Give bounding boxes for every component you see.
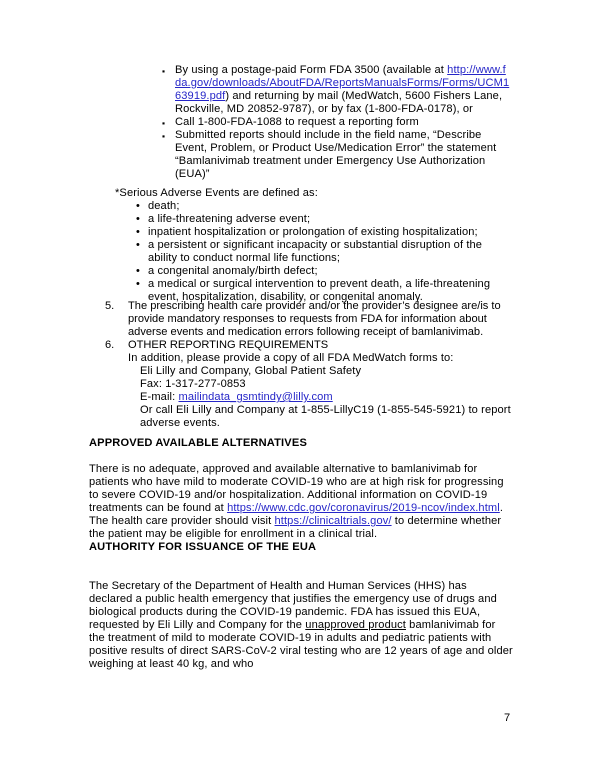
list-item [162,116,512,129]
list-item-text: a persistent or significant incapacity or substantial disruption of the ability to conduct normal life functions; [148,239,483,265]
list-number: 6. [105,339,115,351]
dot-bullet-icon: • [136,265,140,278]
heading-authority-for-issuance: AUTHORITY FOR ISSUANCE OF THE EUA [89,541,317,553]
alternatives-text-post: to determine whether the patient may be eligible for enrollment in a clinical trial. [89,515,502,541]
list-item [136,200,512,213]
list-item [136,265,512,278]
approved-alternatives-body [89,463,513,541]
email-link[interactable]: mailindata_gsmtindy@lilly.com [178,391,333,403]
alternatives-text-pre: There is no adequate, approved and available alternative to bamlanivimab for patients who have mild to moderate COVID-19 who are at high risk for progressing to severe COVID-19 and/or hospitalization. Additional information on COVID-19 treatments can be found at [89,463,504,515]
bullet-text-pre: By using a postage-paid Form FDA 3500 (available at [175,64,448,76]
list-item [136,213,512,226]
serious-adverse-events-list [136,200,512,304]
fda-form-link[interactable]: http://www.fda.gov/downloads/AboutFDA/ReportsManualsForms/Forms/UCM163919.pdf [175,64,510,103]
medwatch-forms-intro: In addition, please provide a copy of all FDA MedWatch forms to: [128,352,454,364]
list-item-text: Submitted reports should include in the field name, “Describe Event, Problem, or Product Use/Medication Error” the statement “Bamlanivimab treatment under Emergency Use Authorization (EUA)” [175,129,497,181]
authority-text-pre: The Secretary of the Department of Health and Human Services (HHS) has declared a public health emergency that justifies the emergency use of drugs and biological products during the COVID-19 pandemic. FDA has issued this EUA, requested by Eli Lilly and Company for the [89,580,497,632]
authority-text-post: bamlanivimab for the treatment of mild to moderate COVID-19 in adults and pediatric patients with positive results of direct SARS-CoV-2 viral testing who are 12 years of age and older weighing at least 40 kg, and who [89,619,513,671]
list-item-text: a congenital anomaly/birth defect; [148,265,318,278]
email-label: E-mail: [140,391,179,403]
list-item [136,239,512,265]
serious-adverse-events-intro: *Serious Adverse Events are defined as: [115,187,318,199]
list-item-text [175,64,512,116]
fax-number: Fax: 1-317-277-0853 [140,378,246,390]
square-bullet-icon: ▪ [162,118,166,129]
list-item [162,64,512,116]
dot-bullet-icon: • [136,200,140,212]
numbered-item-6 [105,339,513,352]
reporting-methods-list [162,64,512,181]
email-line [140,391,518,404]
list-number: 5. [105,300,115,312]
dot-bullet-icon: • [136,239,140,252]
bullet-text-post: ) and returning by mail (MedWatch, 5600 Fishers Lane, Rockville, MD 20852-9787), or by fax (1-800-FDA-0178), or [175,90,503,116]
list-item-text: inpatient hospitalization or prolongation of existing hospitalization; [148,226,478,239]
unapproved-product-emphasis: unapproved product [305,619,406,632]
list-item-text: death; [148,200,180,212]
other-reporting-requirements-title: OTHER REPORTING REQUIREMENTS [128,339,329,351]
clinicaltrials-link[interactable]: https://clinicaltrials.gov/ [274,515,392,528]
square-bullet-icon: ▪ [162,131,166,142]
heading-approved-available-alternatives: APPROVED AVAILABLE ALTERNATIVES [89,437,308,449]
page-number: 7 [504,712,511,724]
authority-body [89,580,513,671]
list-item [136,226,512,239]
dot-bullet-icon: • [136,278,140,291]
dot-bullet-icon: • [136,213,140,226]
list-item-text: Call 1-800-FDA-1088 to request a reporting form [175,116,419,129]
list-item-text: a life-threatening adverse event; [148,213,311,226]
square-bullet-icon: ▪ [162,66,166,76]
dot-bullet-icon: • [136,226,140,239]
phone-line-2: adverse events. [140,417,220,429]
list-item-text: The prescribing health care provider and/or the provider’s designee are/is to provide mandatory responses to requests from FDA for information about adverse events and medication errors following receipt of bamlanivimab. [128,300,501,339]
alternatives-text-mid: . The health care provider should visit [89,502,504,528]
company-name: Eli Lilly and Company, Global Patient Safety [140,365,362,377]
list-item-text: a medical or surgical intervention to prevent death, a life-threatening event, hospitalization, disability, or congenital anomaly. [148,278,491,304]
list-item [162,129,512,181]
numbered-item-5 [105,300,513,339]
cdc-coronavirus-link[interactable]: https://www.cdc.gov/coronavirus/2019-ncov/index.html [227,502,500,515]
phone-line-1: Or call Eli Lilly and Company at 1-855-LillyC19 (1-855-545-5921) to report [140,404,511,416]
